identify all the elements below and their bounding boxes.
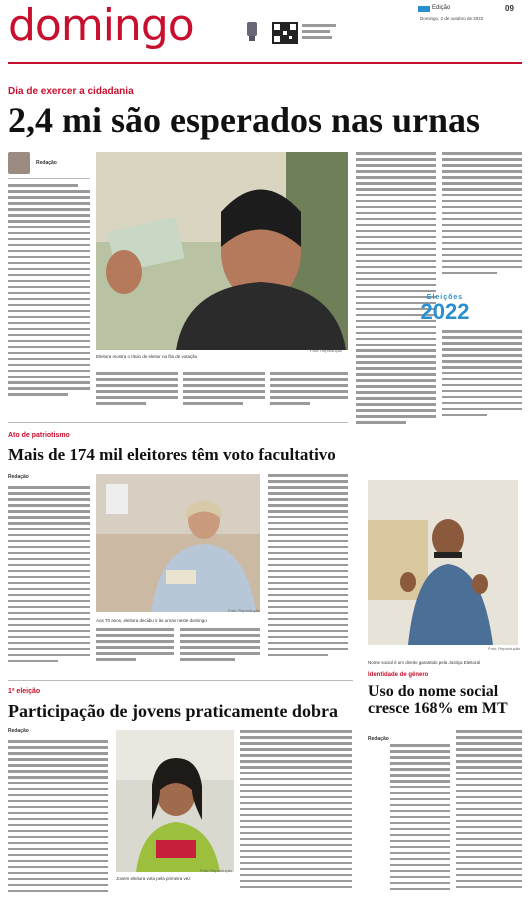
story4-kicker: Identidade de gênero <box>368 672 429 678</box>
story4-column-2 <box>456 730 522 894</box>
story1-column-4 <box>270 372 348 416</box>
story3-kicker: 1ª eleição <box>8 688 41 695</box>
story2-headline: Mais de 174 mil eleitores têm voto facultativo <box>8 445 336 464</box>
story1-photo-credit: Foto: Reprodução <box>310 348 343 353</box>
story3-photo-caption: Jovem eleitora vota pela primeira vez <box>116 876 191 881</box>
story3-byline: Redação <box>8 728 29 734</box>
masthead-title: domingo <box>8 0 194 51</box>
story2-kicker: Ato de patriotismo <box>8 432 70 439</box>
story4-photo-credit: Foto: Reprodução <box>488 646 521 651</box>
story4-headline: Uso do nome social cresce 168% em MT <box>368 683 508 717</box>
story1-column-2 <box>96 372 178 416</box>
edition-label: Edição <box>432 5 451 11</box>
story2-column-4 <box>268 474 348 670</box>
elections-logo-label: Eleições <box>426 294 464 301</box>
story2-bottom-rule <box>8 680 353 681</box>
story4-photo <box>368 480 518 645</box>
coat-of-arms-icon <box>245 20 259 42</box>
author-avatar <box>8 152 30 174</box>
masthead-date: Domingo, 2 de outubro de 2022 <box>420 16 484 21</box>
story3-photo <box>116 730 234 872</box>
story4-column-1 <box>390 744 450 894</box>
story1-byline: Redação <box>36 160 57 166</box>
byline-divider <box>8 178 90 179</box>
story3-column-2 <box>240 730 352 896</box>
edition-badge-icon <box>418 6 430 12</box>
masthead-promo-text <box>302 24 336 42</box>
story2-column-2 <box>96 628 174 670</box>
story3-photo-credit: Foto: Reprodução <box>200 868 233 873</box>
story1-bottom-rule <box>8 422 348 423</box>
story2-photo-credit: Foto: Reprodução <box>228 608 261 613</box>
elections-logo <box>410 294 480 323</box>
story1-photo-caption: Eleitora mostra o título de eleitor na fila de votação <box>96 354 198 359</box>
story2-column-3 <box>180 628 260 670</box>
story2-photo <box>96 474 260 612</box>
story1-column-6 <box>442 152 522 292</box>
story4-byline: Redação <box>368 736 389 742</box>
story1-column-3 <box>183 372 265 416</box>
qr-code-icon <box>272 22 298 44</box>
story4-photo-caption: Nome social é um direito garantido pela Justiça Eleitoral <box>368 660 481 665</box>
page-number: 09 <box>505 4 514 13</box>
story1-headline: 2,4 mi são esperados nas urnas <box>8 100 481 140</box>
story3-column-1 <box>8 740 108 896</box>
elections-logo-year: 2022 <box>420 299 470 324</box>
story1-column-1 <box>8 184 90 414</box>
story1-kicker: Dia de exercer a cidadania <box>8 86 134 97</box>
masthead-rule <box>8 62 522 64</box>
story2-byline: Redação <box>8 474 29 480</box>
story1-column-7 <box>442 330 522 442</box>
story2-column-1 <box>8 486 90 670</box>
story3-headline: Participação de jovens praticamente dobra <box>8 701 338 721</box>
story2-photo-caption: Aos 70 anos, eleitora decidiu ir às urnas neste domingo <box>96 618 207 623</box>
story1-photo <box>96 152 348 350</box>
